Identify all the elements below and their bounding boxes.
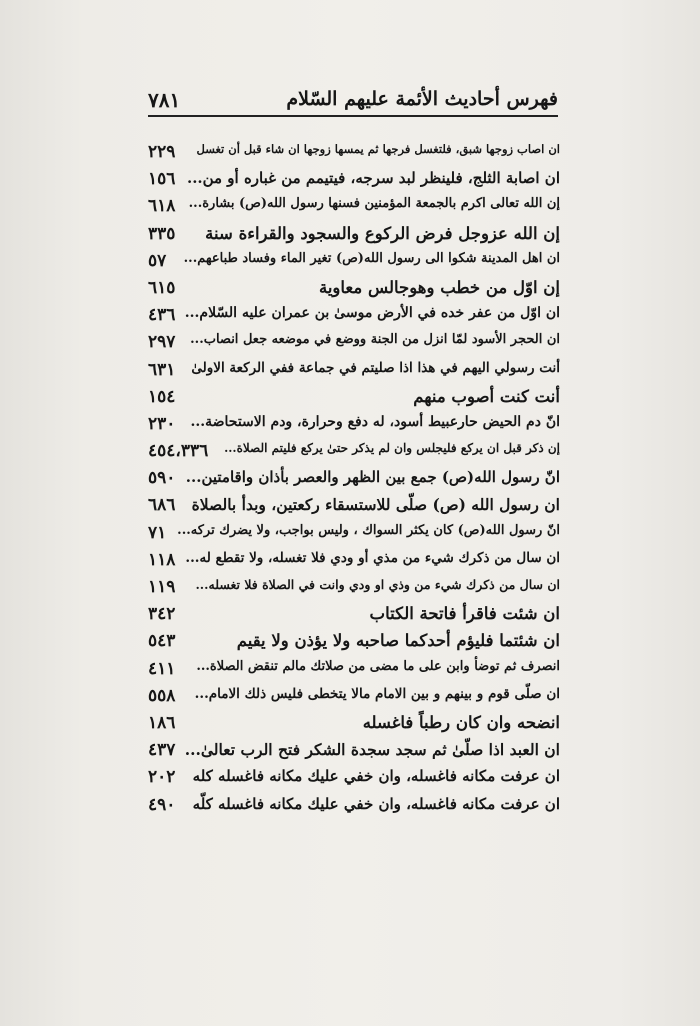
entry-page-number: ٤٥٤،٣٣٦ [148,441,209,462]
entry-text: إن الله تعالى اكرم بالجمعة المؤمنين فسنها رسول الله(ص) بشارة... [188,196,560,212]
entry-page-number: ٤١١ [148,658,176,679]
entry-page-number: ٢٠٢ [148,767,176,788]
header-divider [148,115,558,117]
entry-text: ان صلّى قوم و بينهم و بين الامام مالا يتخطى فليس ذلك الامام... [194,685,560,702]
index-entry [148,303,560,330]
entry-text: ان اوّل من عفر خده في الأرض موسىٰ بن عمران عليه السّلام... [184,305,560,322]
entry-page-number: ٤٩٠ [148,794,176,815]
index-entry [148,793,560,820]
index-entry [148,575,560,602]
index-entry [148,466,560,493]
entry-page-number: ١١٩ [148,577,176,597]
index-entry [148,330,560,357]
entry-page-number: ٥٤٣ [148,631,176,652]
entry-page-number: ٦٨٦ [148,495,176,516]
entry-page-number: ٤٣٧ [148,740,176,761]
entry-page-number: ٥٩٠ [148,468,176,489]
index-entry [148,629,560,656]
entry-text: ان سال من ذكرك شيء من وذي او ودي وانت في الصلاة فلا تغسله... [195,577,560,592]
index-entry [148,249,560,276]
index-entry [148,194,560,221]
index-entry [148,548,560,575]
index-entry [148,412,560,439]
index-entry [148,385,560,412]
entry-page-number: ١١٨ [148,549,176,570]
index-entry [148,521,560,548]
entry-page-number: ٢٩٧ [148,332,176,353]
entry-page-number: ٤٣٦ [148,305,176,326]
entry-text: ان الحجر الأسود لمّا انزل من الجنة ووضع في موضعه جعل انصاب... [190,332,560,348]
index-entry [148,738,560,765]
entry-page-number: ٢٢٩ [148,142,176,162]
entry-text: انضحه وان كان رطباً فاغسله [362,712,560,732]
hadith-index-list [148,140,560,820]
entry-text: ان اهل المدينة شكوا الى رسول الله(ص) تغير الماء وفساد طباعهم... [183,250,560,266]
entry-page-number: ٣٣٥ [148,223,176,244]
header-title: فهرس أحاديث الأئمة عليهم السّلام [286,88,558,110]
entry-text: ان شئتما فليؤم أحدكما صاحبه ولا يؤذن ولا يقيم [236,631,560,651]
entry-text: ان رسول الله (ص) صلّى للاستسقاء ركعتين، وبدأ بالصلاة [191,495,560,515]
index-entry [148,493,560,520]
entry-page-number: ١٨٦ [148,712,176,733]
index-entry [148,765,560,792]
entry-text: انّ دم الحيض حارعبيط أسود، له دفع وحرارة، ودم الاستحاضة... [190,413,560,430]
entry-page-number: ١٥٤ [148,386,176,407]
entry-page-number: ٣٤٢ [148,604,176,625]
entry-page-number: ١٥٦ [148,169,176,190]
entry-text: انّ رسول الله(ص) جمع بين الظهر والعصر بأذان واقامتين... [185,468,560,487]
index-entry [148,167,560,194]
entry-page-number: ٧١ [148,522,167,543]
entry-text: ان عرفت مكانه فاغسله، وان خفي عليك مكانه فاغسله كلّه [192,794,560,813]
entry-page-number: ٥٥٨ [148,685,176,706]
entry-text: أنت رسولي اليهم في هذا اذا صليتم في جماعة ففي الركعة الاولىٰ [191,359,560,376]
entry-page-number: ٦١٥ [148,277,176,298]
entry-text: أنت كنت أصوب منهم [413,386,560,406]
entry-page-number: ٦١٨ [148,196,176,217]
entry-page-number: ٦٣١ [148,359,176,380]
entry-text: ان العبد اذا صلّىٰ ثم سجد سجدة الشكر فتح الرب تعالىٰ... [184,740,560,760]
entry-text: ان سال من ذكرك شيء من مذي أو ودي فلا تغسله، ولا تقطع له... [185,549,560,566]
index-entry [148,222,560,249]
entry-page-number: ٥٧ [148,250,167,271]
entry-text: انّ رسول الله(ص) كان يكثر السواك ، وليس بواجب، ولا يضرك تركه... [177,522,560,538]
page-number: ٧٨١ [148,88,181,112]
index-entry [148,276,560,303]
entry-text: انصرف ثم توضأ وابن على ما مضى من صلاتك مالم تنقض الصلاة... [196,658,560,674]
entry-text: ان شئت فاقرأ فاتحة الكتاب [369,604,560,624]
entry-text: ان اصابة الثلج، فلينظر لبد سرجه، فيتيمم من غباره أو من... [186,169,560,188]
entry-text: ان عرفت مكانه فاغسله، وان خفي عليك مكانه فاغسله كله [192,767,560,786]
index-entry [148,140,560,167]
index-entry [148,684,560,711]
entry-text: إن الله عزوجل فرض الركوع والسجود والقراءة سنة [205,223,560,243]
entry-text: إن ذكر قبل ان يركع فليجلس وان لم يذكر حتىٰ يركع فليتم الصلاة... [224,441,560,456]
entry-page-number: ٢٣٠ [148,413,176,434]
index-entry [148,602,560,629]
page-header [148,88,558,122]
index-entry [148,358,560,385]
index-entry [148,657,560,684]
index-entry [148,711,560,738]
entry-text: إن اوّل من خطب وهوجالس معاوية [318,277,560,297]
entry-text: ان اصاب زوجها شبق، فلتغسل فرجها ثم يمسها زوجها ان شاء قبل أن تغسل [196,142,560,156]
index-entry [148,439,560,466]
